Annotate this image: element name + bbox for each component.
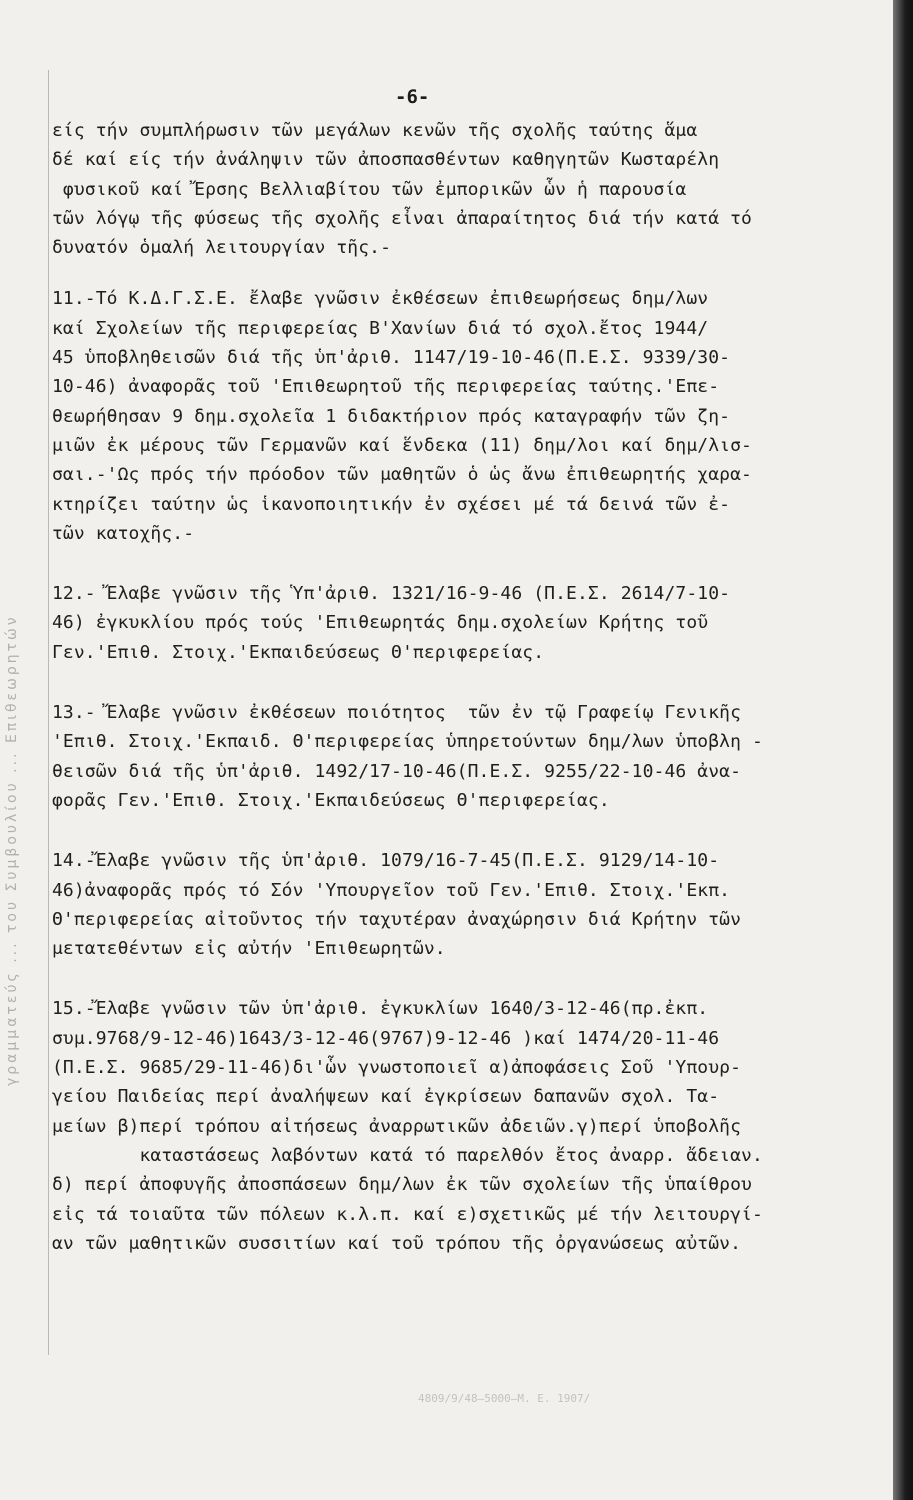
text-line: (Π.Ε.Σ. 9685/29-11-46)δι'ὧν γνωστοποιεῖ α)ἀποφάσεις Σοῦ 'Υπουρ- [52, 1057, 742, 1079]
footer-stamp: 4809/9/48—5000—Μ. Ε. 1907/ [418, 1392, 591, 1405]
text-line: Θ'περιφερείας αἰτοῦντος τήν ταχυτέραν ἀναχώρησιν διά Κρήτην τῶν [52, 908, 742, 930]
text-line: σαι.-'Ως πρός τήν πρόοδον τῶν μαθητῶν ὁ ὡς ἄνω ἐπιθεωρητής χαρα- [52, 464, 752, 486]
document-body [52, 116, 887, 1289]
margin-line [48, 70, 49, 1355]
text-line: συμ.9768/9-12-46)1643/3-12-46(9767)9-12-46 )καί 1474/20-11-46 [52, 1027, 720, 1049]
paragraph-1 [52, 116, 887, 262]
text-line: εἰς τά τοιαῦτα τῶν πόλεων κ.λ.π. καί ε)σχετικῶς μέ τήν λειτουργί- [52, 1203, 763, 1225]
text-line: θεισῶν διά τῆς ὑπ'ἀριθ. 1492/17-10-46(Π.Ε.Σ. 9255/22-10-46 ἀνα- [52, 760, 742, 782]
text-line: γείου Παιδείας περί ἀναλήψεων καί ἐγκρίσεων δαπανῶν σχολ. Τα- [52, 1086, 720, 1108]
text-line: φορᾶς Γεν.'Επιθ. Στοιχ.'Εκπαιδεύσεως Θ'περιφερείας. [52, 789, 610, 811]
text-line: δ) περί ἀποφυγῆς ἀποσπάσεων δημ/λων ἐκ τῶν σχολείων τῆς ὑπαίθρου [52, 1174, 752, 1196]
text-line: τῶν λόγῳ τῆς φύσεως τῆς σχολῆς εἶναι ἀπαραίτητος διά τήν κατά τό [52, 207, 752, 229]
text-line: 15.-Ἔλαβε γνῶσιν τῶν ὑπ'ἀριθ. ἐγκυκλίων 1640/3-12-46(πρ.ἐκπ. [52, 998, 709, 1020]
text-line: 11.-Τό Κ.Δ.Γ.Σ.Ε. ἔλαβε γνῶσιν ἐκθέσεων ἐπιθεωρήσεως δημ/λων [52, 288, 709, 310]
binding-edge [893, 0, 913, 1500]
paragraph-4 [52, 698, 887, 815]
text-line: 14.-Ἔλαβε γνῶσιν τῆς ὑπ'ἀριθ. 1079/16-7-45(Π.Ε.Σ. 9129/14-10- [52, 850, 720, 872]
text-line: φυσικοῦ καί Ἔρσης Βελλιαβίτου τῶν ἐμπορικῶν ὧν ἡ παρουσία [52, 178, 687, 200]
text-line: 46)ἀναφορᾶς πρός τό Σόν 'Υπουργεῖον τοῦ Γεν.'Επιθ. Στοιχ.'Εκπ. [52, 879, 731, 901]
text-line: καί Σχολείων τῆς περιφερείας Β'Χανίων διά τό σχολ.ἔτος 1944/ [52, 317, 709, 339]
text-line: 10-46) ἀναφορᾶς τοῦ 'Επιθεωρητοῦ τῆς περιφερείας ταύτης.'Επε- [52, 376, 720, 398]
text-line: μετατεθέντων εἰς αὐτήν 'Επιθεωρητῶν. [52, 938, 446, 960]
paragraph-3 [52, 579, 887, 667]
text-line: Γεν.'Επιθ. Στοιχ.'Εκπαιδεύσεως Θ'περιφερείας. [52, 641, 545, 663]
text-line: δέ καί είς τήν ἀνάληψιν τῶν ἀποσπασθέντων καθηγητῶν Κωσταρέλη [52, 149, 720, 171]
text-line: 12.- Ἔλαβε γνῶσιν τῆς Ὑπ'ἀριθ. 1321/16-9-46 (Π.Ε.Σ. 2614/7-10- [52, 583, 731, 605]
text-line: μιῶν ἐκ μέρους τῶν Γερμανῶν καί ἕνδεκα (11) δημ/λοι καί δημ/λισ- [52, 434, 752, 456]
page-number: -6- [395, 86, 430, 108]
text-line: κτηρίζει ταύτην ὡς ἱκανοποιητικήν ἐν σχέσει μέ τά δεινά τῶν ἐ- [52, 493, 731, 515]
text-line: 45 ὑποβληθεισῶν διά τῆς ὑπ'ἀριθ. 1147/19-10-46(Π.Ε.Σ. 9339/30- [52, 347, 731, 369]
text-line: είς τήν συμπλήρωσιν τῶν μεγάλων κενῶν τῆς σχολῆς ταύτης ἅμα [52, 120, 698, 141]
text-line: 46) ἐγκυκλίου πρός τούς 'Επιθεωρητάς δημ.σχολείων Κρήτης τοῦ [52, 612, 709, 634]
paragraph-2 [52, 284, 887, 548]
spine-bleed-text: γραμματεύς ... του Συμβουλίου ... Επιθεωρητών [4, 614, 20, 1086]
text-line: καταστάσεως λαβόντων κατά τό παρελθόν ἔτος ἀναρρ. ἄδειαν. [52, 1144, 763, 1166]
text-line: μείων β)περί τρόπου αἰτήσεως ἀναρρωτικῶν ἀδειῶν.γ)περί ὑποβολῆς [52, 1115, 742, 1137]
text-line: αν τῶν μαθητικῶν συσσιτίων καί τοῦ τρόπου τῆς ὀργανώσεως αὐτῶν. [52, 1232, 742, 1254]
text-line: 'Επιθ. Στοιχ.'Εκπαιδ. Θ'περιφερείας ὑπηρετούντων δημ/λων ὑποβλη - [52, 731, 763, 753]
text-line: δυνατόν ὁμαλή λειτουργίαν τῆς.- [52, 237, 392, 259]
text-line: τῶν κατοχῆς.- [52, 522, 195, 544]
paragraph-5 [52, 846, 887, 963]
text-line: θεωρήθησαν 9 δημ.σχολεῖα 1 διδακτήριον πρός καταγραφήν τῶν ζη- [52, 405, 731, 427]
paragraph-6 [52, 994, 887, 1258]
text-line: 13.- Ἔλαβε γνῶσιν ἐκθέσεων ποιότητος τῶν ἐν τῷ Γραφείῳ Γενικῆς [52, 702, 742, 724]
